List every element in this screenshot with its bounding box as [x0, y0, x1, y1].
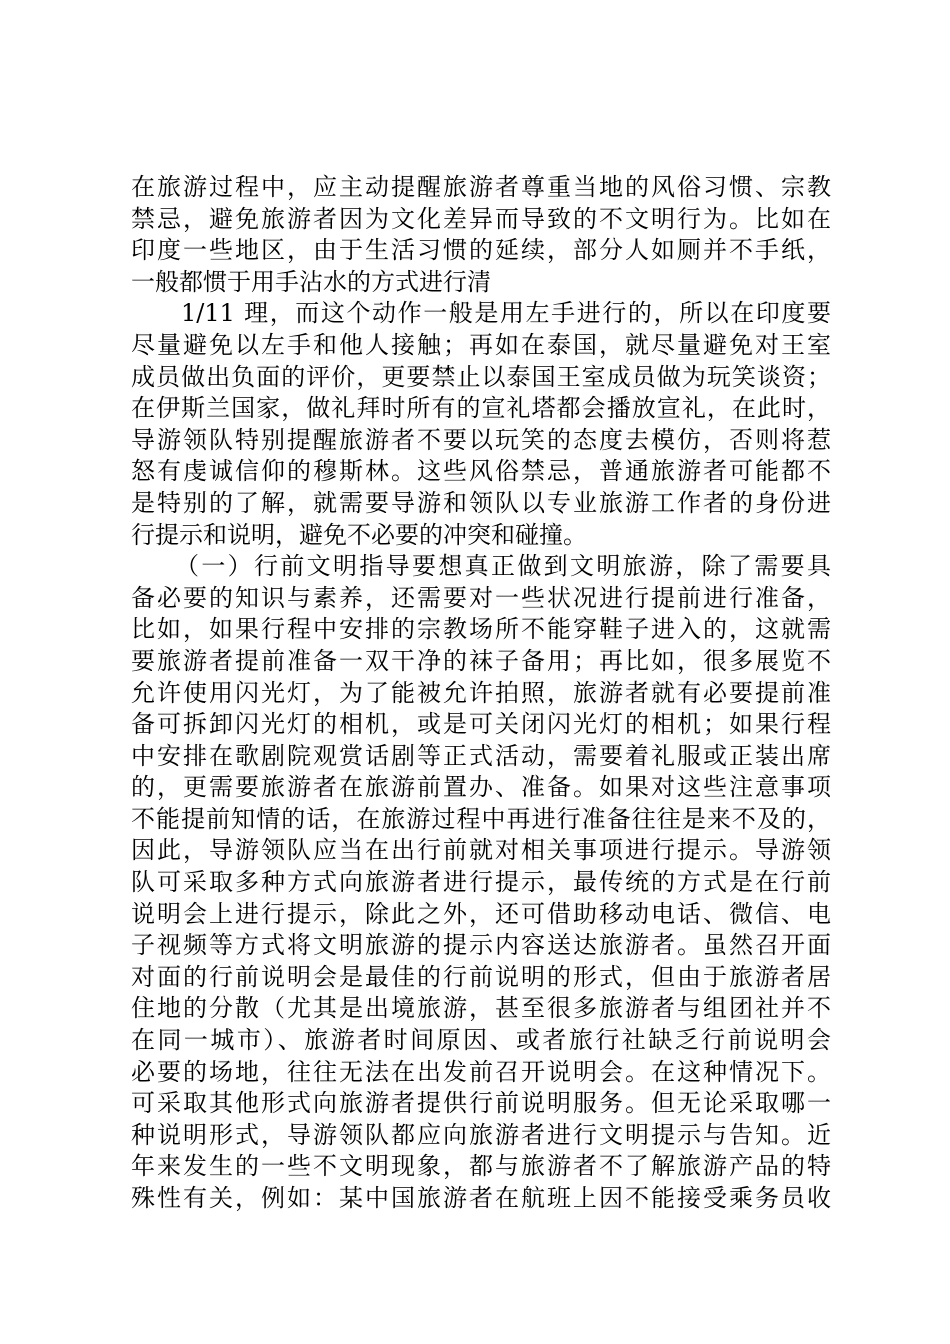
text-line: 因此，导游领队应当在出行前就对相关事项进行提示。导游领 [131, 836, 831, 865]
text-line: 备必要的知识与素养，还需要对一些状况进行提前进行准备， [131, 583, 831, 612]
paragraph-3 [131, 551, 831, 1214]
text-line: 怒有虔诚信仰的穆斯林。这些风俗禁忌，普通旅游者可能都不 [131, 457, 831, 486]
text-line: 队可采取多种方式向旅游者进行提示，最传统的方式是在行前 [131, 868, 831, 897]
text-line: 子视频等方式将文明旅游的提示内容送达旅游者。虽然召开面 [131, 931, 831, 960]
text-line: 对面的行前说明会是最佳的行前说明的形式，但由于旅游者居 [131, 962, 831, 991]
text-line: 在旅游过程中，应主动提醒旅游者尊重当地的风俗习惯、宗教 [131, 173, 831, 201]
text-line: 不能提前知情的话，在旅游过程中再进行准备往往是来不及的， [131, 804, 831, 833]
text-line: 比如，如果行程中安排的宗教场所不能穿鞋子进入的，这就需 [131, 615, 831, 644]
text-line: 的，更需要旅游者在旅游前置办、准备。如果对这些注意事项 [131, 773, 831, 802]
text-line: 行提示和说明，避免不必要的冲突和碰撞。 [131, 520, 587, 549]
text-line: 在伊斯兰国家，做礼拜时所有的宣礼塔都会播放宣礼，在此时， [131, 394, 831, 423]
document-body [131, 172, 831, 1215]
text-line: 禁忌，避免旅游者因为文化差异而导致的不文明行为。比如在 [131, 204, 831, 233]
text-line: 在同一城市）、旅游者时间原因、或者旅行社缺乏行前说明会 [131, 1026, 831, 1055]
text-line: 殊性有关，例如：某中国旅游者在航班上因不能接受乘务员收 [131, 1184, 831, 1212]
text-line: 一般都惯于用手沾水的方式进行清 [131, 267, 491, 296]
text-line: 备可拆卸闪光灯的相机，或是可关闭闪光灯的相机；如果行程 [131, 710, 831, 739]
text-line: 要旅游者提前准备一双干净的袜子备用；再比如，很多展览不 [131, 646, 831, 675]
text-line: 种说明形式，导游领队都应向旅游者进行文明提示与告知。近 [131, 1120, 831, 1149]
text-line: 成员做出负面的评价，更要禁止以泰国王室成员做为玩笑谈资； [131, 362, 831, 391]
text-line: （一）行前文明指导要想真正做到文明旅游，除了需要具 [175, 552, 831, 581]
text-line: 必要的场地，往往无法在出发前召开说明会。在这种情况下。 [131, 1057, 831, 1086]
text-line: 可采取其他形式向旅游者提供行前说明服务。但无论采取哪一 [131, 1089, 831, 1118]
paragraph-2 [131, 298, 831, 551]
text-line: 住地的分散（尤其是出境旅游，甚至很多旅游者与组团社并不 [131, 994, 831, 1023]
text-line: 尽量避免以左手和他人接触；再如在泰国，就尽量避免对王室 [131, 330, 831, 359]
text-line: 1/11 理，而这个动作一般是用左手进行的，所以在印度要 [181, 299, 831, 328]
paragraph-1 [131, 172, 831, 298]
text-line: 导游领队特别提醒旅游者不要以玩笑的态度去模仿，否则将惹 [131, 425, 831, 454]
text-line: 中安排在歌剧院观赏话剧等正式活动，需要着礼服或正装出席 [131, 741, 831, 770]
text-line: 允许使用闪光灯，为了能被允许拍照，旅游者就有必要提前准 [131, 678, 831, 707]
text-line: 年来发生的一些不文明现象，都与旅游者不了解旅游产品的特 [131, 1152, 831, 1181]
text-line: 印度一些地区，由于生活习惯的延续，部分人如厕并不手纸， [131, 236, 831, 265]
text-line: 是特别的了解，就需要导游和领队以专业旅游工作者的身份进 [131, 488, 831, 517]
text-line: 说明会上进行提示，除此之外，还可借助移动电话、微信、电 [131, 899, 831, 928]
